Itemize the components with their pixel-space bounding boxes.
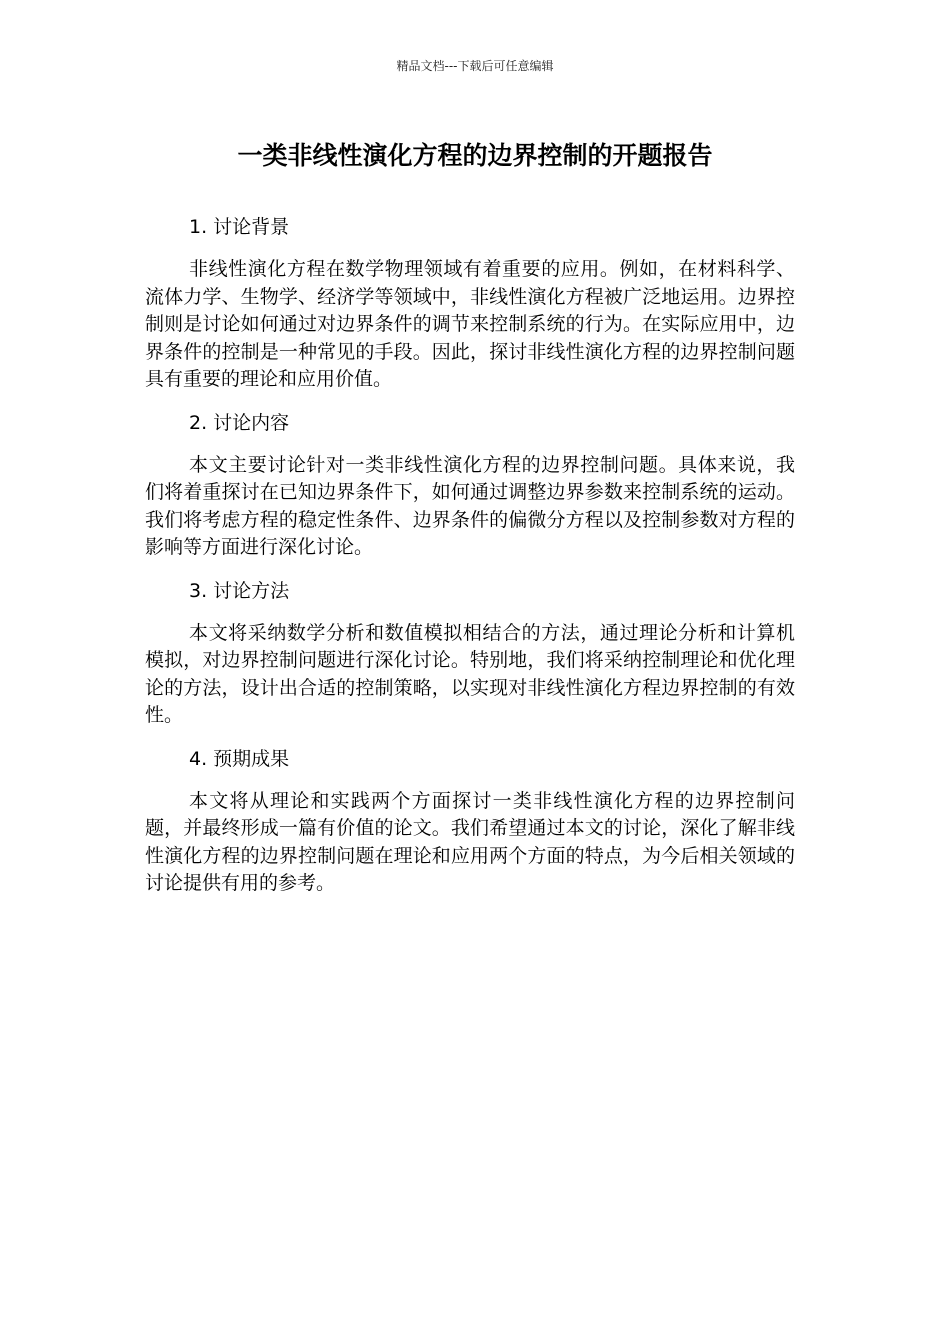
section-expected-results bbox=[145, 744, 795, 898]
page-header: 精品文档---下载后可任意编辑 bbox=[396, 59, 554, 73]
section-heading: 3. 讨论方法 bbox=[189, 579, 290, 602]
section-method bbox=[145, 576, 795, 730]
document-body bbox=[145, 212, 795, 912]
section-paragraph: 本文将采纳数学分析和数值模拟相结合的方法，通过理论分析和计算机模拟，对边界控制问题进行深化讨论。特别地，我们将采纳控制理论和优化理论的方法，设计出合适的控制策略，以实现对非线性演化方程边界控制的有效性。 bbox=[145, 621, 795, 726]
section-heading: 4. 预期成果 bbox=[189, 747, 290, 770]
section-background bbox=[145, 212, 795, 394]
document-title: 一类非线性演化方程的边界控制的开题报告 bbox=[237, 141, 713, 170]
section-content bbox=[145, 408, 795, 562]
section-paragraph: 本文将从理论和实践两个方面探讨一类非线性演化方程的边界控制问题，并最终形成一篇有价值的论文。我们希望通过本文的讨论，深化了解非线性演化方程的边界控制问题在理论和应用两个方面的特点，为今后相关领域的讨论提供有用的参考。 bbox=[145, 789, 795, 894]
section-paragraph: 本文主要讨论针对一类非线性演化方程的边界控制问题。具体来说，我们将着重探讨在已知边界条件下，如何通过调整边界参数来控制系统的运动。我们将考虑方程的稳定性条件、边界条件的偏微分方程以及控制参数对方程的影响等方面进行深化讨论。 bbox=[145, 453, 795, 558]
section-heading: 2. 讨论内容 bbox=[189, 411, 290, 434]
section-paragraph: 非线性演化方程在数学物理领域有着重要的应用。例如，在材料科学、流体力学、生物学、经济学等领域中，非线性演化方程被广泛地运用。边界控制则是讨论如何通过对边界条件的调节来控制系统的行为。在实际应用中，边界条件的控制是一种常见的手段。因此，探讨非线性演化方程的边界控制问题具有重要的理论和应用价值。 bbox=[145, 258, 795, 390]
section-heading: 1. 讨论背景 bbox=[189, 216, 290, 238]
